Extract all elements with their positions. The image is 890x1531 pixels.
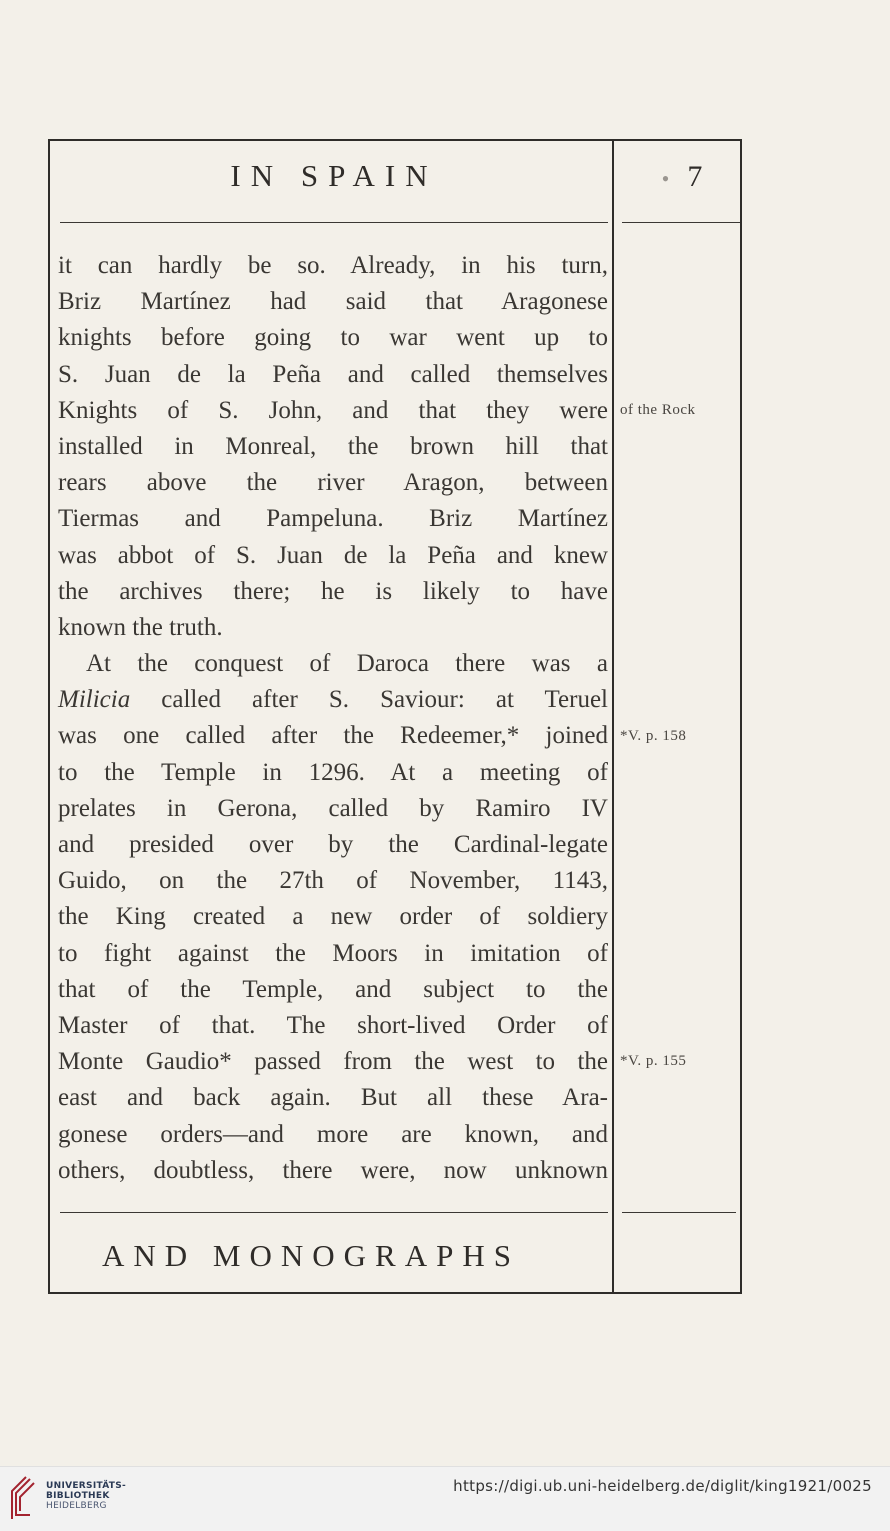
frame-left-rule xyxy=(48,139,50,1294)
margin-note-ref-158: *V. p. 158 xyxy=(620,728,687,744)
text-fragment: called after S. Saviour: at Teruel xyxy=(161,686,608,714)
library-name-line2: BIBLIOTHEK xyxy=(46,1491,110,1501)
text-line: the King created a new order of soldiery xyxy=(58,903,608,931)
text-line: the archives there; he is likely to have xyxy=(58,577,608,605)
text-line: to the Temple in 1296. At a meeting of xyxy=(58,758,608,786)
text-line: Master of that. The short-lived Order of xyxy=(58,1011,608,1039)
frame-top-rule xyxy=(48,139,742,141)
text-line: and presided over by the Cardinal-legate xyxy=(58,831,608,858)
italic-word: Milicia xyxy=(58,686,131,714)
text-line: At the conquest of Daroca there was a xyxy=(86,650,608,678)
text-line: gonese orders—and more are known, and xyxy=(58,1120,608,1148)
frame-right-rule xyxy=(740,141,742,1294)
text-line: installed in Monreal, the brown hill that xyxy=(58,432,608,460)
frame-bottom-rule xyxy=(48,1292,742,1294)
text-line: was abbot of S. Juan de la Peña and knew xyxy=(58,541,608,569)
footer-rule-margin xyxy=(622,1212,736,1213)
page-number-value: 7 xyxy=(687,160,703,193)
text-line: Tiermas and Pampeluna. Briz Martínez xyxy=(58,505,608,533)
text-line: others, doubtless, there were, now unknown xyxy=(58,1156,608,1184)
text-line: knights before going to war went up to xyxy=(58,324,608,352)
permalink-url[interactable]: https://digi.ub.uni-heidelberg.de/diglit/king1921/0025 xyxy=(453,1477,872,1495)
header-rule-main xyxy=(60,222,608,223)
footer-rule-main xyxy=(60,1212,608,1213)
page-number xyxy=(640,160,724,194)
text-line: east and back again. But all these Ara- xyxy=(58,1084,608,1112)
frame-column-divider xyxy=(612,139,614,1294)
text-line: Guido, on the 27th of November, 1143, xyxy=(58,867,608,895)
text-line: it can hardly be so. Already, in his turn, xyxy=(58,252,608,279)
text-line: that of the Temple, and subject to the xyxy=(58,975,608,1003)
library-name-line3: HEIDELBERG xyxy=(46,1501,107,1511)
text-line: prelates in Gerona, called by Ramiro IV xyxy=(58,794,608,822)
header-rule-margin xyxy=(622,222,740,223)
text-line: rears above the river Aragon, between xyxy=(58,469,608,497)
running-foot: AND MONOGRAPHS xyxy=(102,1238,520,1273)
text-line: Knights of S. John, and that they were xyxy=(58,396,608,424)
margin-note-rock: of the Rock xyxy=(620,402,696,418)
margin-note-ref-155: *V. p. 155 xyxy=(620,1053,687,1069)
text-line: S. Juan de la Peña and called themselves xyxy=(58,360,608,388)
bullet-dot: • xyxy=(661,166,670,191)
text-line: Briz Martínez had said that Aragonese xyxy=(58,288,608,316)
library-logo-icon xyxy=(8,1475,38,1521)
text-line-with-italic xyxy=(58,682,608,718)
library-name-line1: UNIVERSITÄTS- xyxy=(46,1481,127,1491)
text-line: to fight against the Moors in imitation of xyxy=(58,939,608,967)
text-line: known the truth. xyxy=(58,613,223,641)
body-text xyxy=(58,248,608,1189)
library-name xyxy=(46,1481,126,1511)
text-line: was one called after the Redeemer,* joined xyxy=(58,722,608,750)
text-line: Monte Gaudio* passed from the west to the xyxy=(58,1048,608,1076)
viewer-footer xyxy=(0,1466,890,1531)
running-title: IN SPAIN xyxy=(230,158,438,193)
